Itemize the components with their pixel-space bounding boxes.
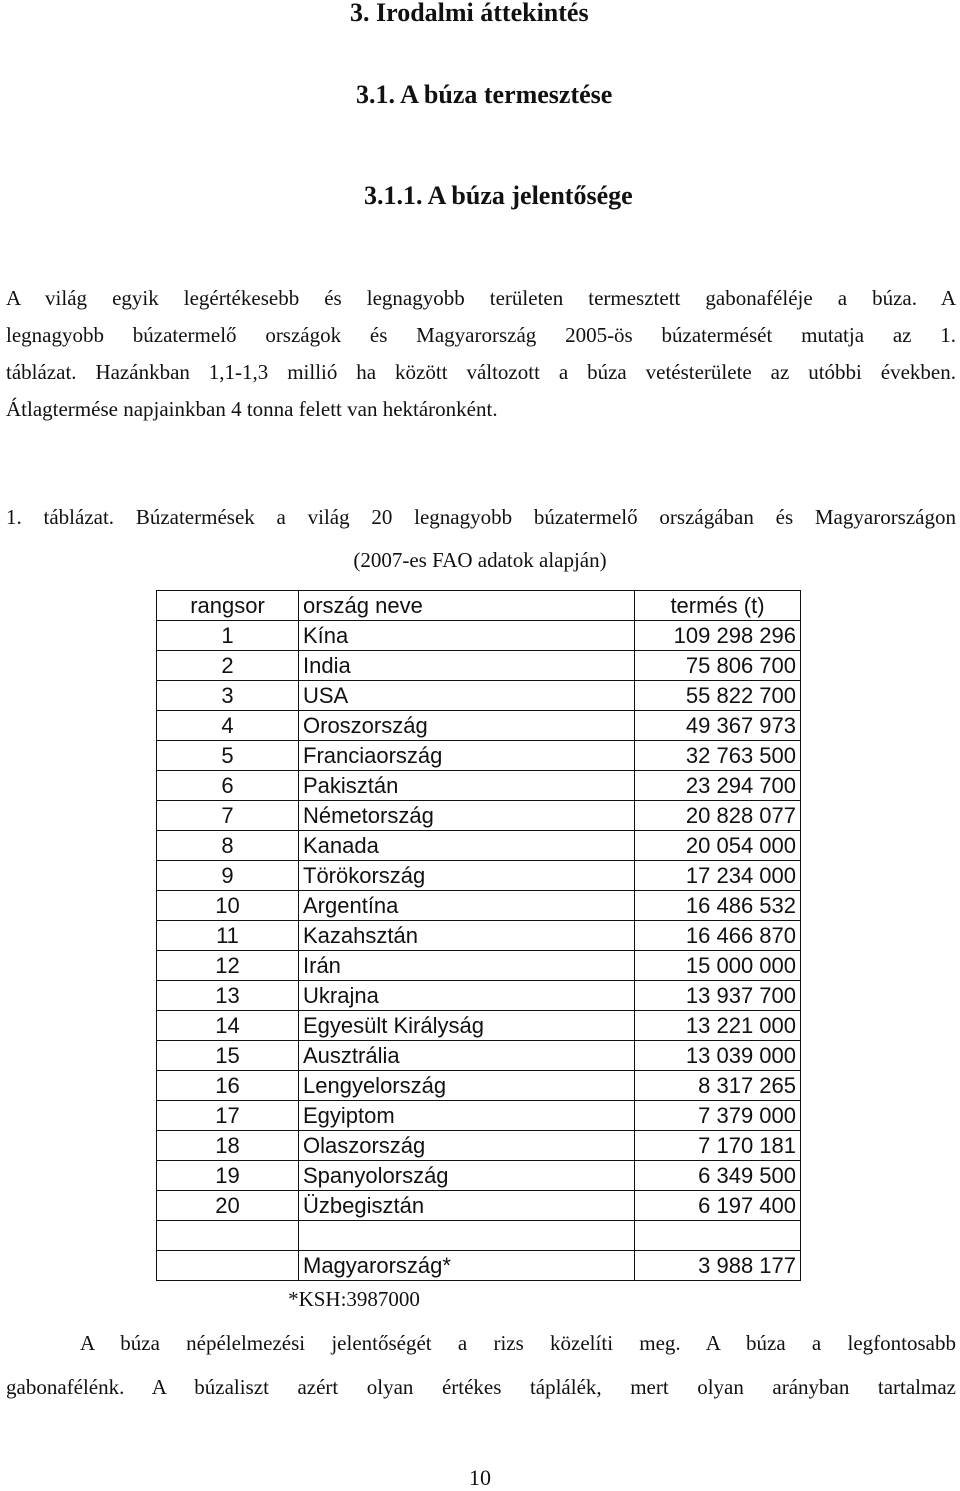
rank-cell bbox=[157, 1221, 299, 1251]
country-cell: Magyarország* bbox=[299, 1251, 635, 1281]
intro-line: legnagyobb búzatermelő országok és Magyarország 2005-ös búzatermését mutatja az 1. bbox=[6, 323, 956, 347]
country-cell: Pakisztán bbox=[299, 771, 635, 801]
chapter-heading: 3. Irodalmi áttekintés bbox=[350, 0, 589, 27]
table-caption-title: 1. táblázat. Búzatermések a világ 20 legnagyobb búzatermelő országában és Magyarországon bbox=[6, 505, 956, 529]
table-row bbox=[157, 1131, 801, 1161]
table-row bbox=[157, 1101, 801, 1131]
header-country: ország neve bbox=[299, 591, 635, 621]
yield-cell: 32 763 500 bbox=[635, 741, 801, 771]
yield-cell: 20 054 000 bbox=[635, 831, 801, 861]
yield-cell: 16 486 532 bbox=[635, 891, 801, 921]
yield-cell: 13 937 700 bbox=[635, 981, 801, 1011]
rank-cell: 9 bbox=[157, 861, 299, 891]
rank-cell: 3 bbox=[157, 681, 299, 711]
intro-line: táblázat. Hazánkban 1,1-1,3 millió ha között változott a búza vetésterülete az utóbbi években. bbox=[6, 360, 956, 384]
country-cell: Argentína bbox=[299, 891, 635, 921]
country-cell: Egyiptom bbox=[299, 1101, 635, 1131]
rank-cell: 16 bbox=[157, 1071, 299, 1101]
yield-cell: 13 039 000 bbox=[635, 1041, 801, 1071]
table-row bbox=[157, 1251, 801, 1281]
table-row bbox=[157, 1221, 801, 1251]
yield-cell: 109 298 296 bbox=[635, 621, 801, 651]
closing-line: gabonafélénk. A búzaliszt azért olyan értékes táplálék, mert olyan arányban tartalmaz bbox=[6, 1375, 956, 1399]
country-cell: Lengyelország bbox=[299, 1071, 635, 1101]
rank-cell: 15 bbox=[157, 1041, 299, 1071]
yield-cell: 13 221 000 bbox=[635, 1011, 801, 1041]
country-cell: Üzbegisztán bbox=[299, 1191, 635, 1221]
yield-cell: 55 822 700 bbox=[635, 681, 801, 711]
table-row bbox=[157, 741, 801, 771]
header-rank: rangsor bbox=[157, 591, 299, 621]
table-caption bbox=[6, 499, 956, 536]
table-caption-source: (2007-es FAO adatok alapján) bbox=[353, 548, 607, 572]
rank-cell: 4 bbox=[157, 711, 299, 741]
country-cell: India bbox=[299, 651, 635, 681]
rank-cell: 18 bbox=[157, 1131, 299, 1161]
yield-cell: 49 367 973 bbox=[635, 711, 801, 741]
rank-cell: 5 bbox=[157, 741, 299, 771]
yield-cell: 16 466 870 bbox=[635, 921, 801, 951]
wheat-yield-table bbox=[156, 590, 801, 1281]
table-row bbox=[157, 801, 801, 831]
country-cell: Olaszország bbox=[299, 1131, 635, 1161]
yield-cell: 6 349 500 bbox=[635, 1161, 801, 1191]
intro-line: Átlagtermése napjainkban 4 tonna felett van hektáronként. bbox=[6, 397, 498, 421]
yield-cell: 75 806 700 bbox=[635, 651, 801, 681]
country-cell: Kazahsztán bbox=[299, 921, 635, 951]
country-cell: USA bbox=[299, 681, 635, 711]
table-row bbox=[157, 1011, 801, 1041]
rank-cell: 10 bbox=[157, 891, 299, 921]
yield-cell: 7 379 000 bbox=[635, 1101, 801, 1131]
table-row bbox=[157, 981, 801, 1011]
rank-cell: 7 bbox=[157, 801, 299, 831]
country-cell: Ukrajna bbox=[299, 981, 635, 1011]
closing-paragraph bbox=[80, 1325, 956, 1362]
rank-cell: 17 bbox=[157, 1101, 299, 1131]
table-row bbox=[157, 891, 801, 921]
rank-cell: 14 bbox=[157, 1011, 299, 1041]
subsection-heading: 3.1.1. A búza jelentősége bbox=[364, 181, 633, 210]
header-yield: termés (t) bbox=[635, 591, 801, 621]
rank-cell bbox=[157, 1251, 299, 1281]
closing-line: A búza népélelmezési jelentőségét a rizs közelíti meg. A búza a legfontosabb bbox=[80, 1331, 956, 1355]
page-number: 10 bbox=[469, 1465, 491, 1490]
rank-cell: 19 bbox=[157, 1161, 299, 1191]
yield-cell: 20 828 077 bbox=[635, 801, 801, 831]
section-heading: 3.1. A búza termesztése bbox=[356, 80, 613, 109]
closing-paragraph-continued bbox=[6, 1369, 956, 1406]
yield-cell bbox=[635, 1221, 801, 1251]
country-cell: Ausztrália bbox=[299, 1041, 635, 1071]
rank-cell: 12 bbox=[157, 951, 299, 981]
country-cell: Kanada bbox=[299, 831, 635, 861]
table-row bbox=[157, 1161, 801, 1191]
table-row bbox=[157, 831, 801, 861]
table-footnote: *KSH:3987000 bbox=[288, 1287, 420, 1311]
country-cell: Franciaország bbox=[299, 741, 635, 771]
table-header-row bbox=[157, 591, 801, 621]
table-row bbox=[157, 771, 801, 801]
rank-cell: 1 bbox=[157, 621, 299, 651]
yield-cell: 15 000 000 bbox=[635, 951, 801, 981]
yield-cell: 17 234 000 bbox=[635, 861, 801, 891]
country-cell: Irán bbox=[299, 951, 635, 981]
table-row bbox=[157, 1191, 801, 1221]
intro-line: A világ egyik legértékesebb és legnagyobb területen termesztett gabonaféléje a búza. A bbox=[6, 286, 956, 310]
table-row bbox=[157, 921, 801, 951]
table-row bbox=[157, 711, 801, 741]
country-cell: Kína bbox=[299, 621, 635, 651]
table-row bbox=[157, 861, 801, 891]
rank-cell: 6 bbox=[157, 771, 299, 801]
country-cell: Spanyolország bbox=[299, 1161, 635, 1191]
yield-cell: 7 170 181 bbox=[635, 1131, 801, 1161]
table-row bbox=[157, 621, 801, 651]
country-cell bbox=[299, 1221, 635, 1251]
rank-cell: 11 bbox=[157, 921, 299, 951]
table-row bbox=[157, 951, 801, 981]
rank-cell: 2 bbox=[157, 651, 299, 681]
rank-cell: 8 bbox=[157, 831, 299, 861]
table-row bbox=[157, 1071, 801, 1101]
table-row bbox=[157, 1041, 801, 1071]
yield-cell: 23 294 700 bbox=[635, 771, 801, 801]
yield-cell: 8 317 265 bbox=[635, 1071, 801, 1101]
country-cell: Németország bbox=[299, 801, 635, 831]
intro-paragraph bbox=[6, 280, 956, 428]
country-cell: Oroszország bbox=[299, 711, 635, 741]
table-row bbox=[157, 681, 801, 711]
yield-cell: 6 197 400 bbox=[635, 1191, 801, 1221]
yield-cell: 3 988 177 bbox=[635, 1251, 801, 1281]
country-cell: Egyesült Királyság bbox=[299, 1011, 635, 1041]
table-row bbox=[157, 651, 801, 681]
rank-cell: 13 bbox=[157, 981, 299, 1011]
country-cell: Törökország bbox=[299, 861, 635, 891]
rank-cell: 20 bbox=[157, 1191, 299, 1221]
